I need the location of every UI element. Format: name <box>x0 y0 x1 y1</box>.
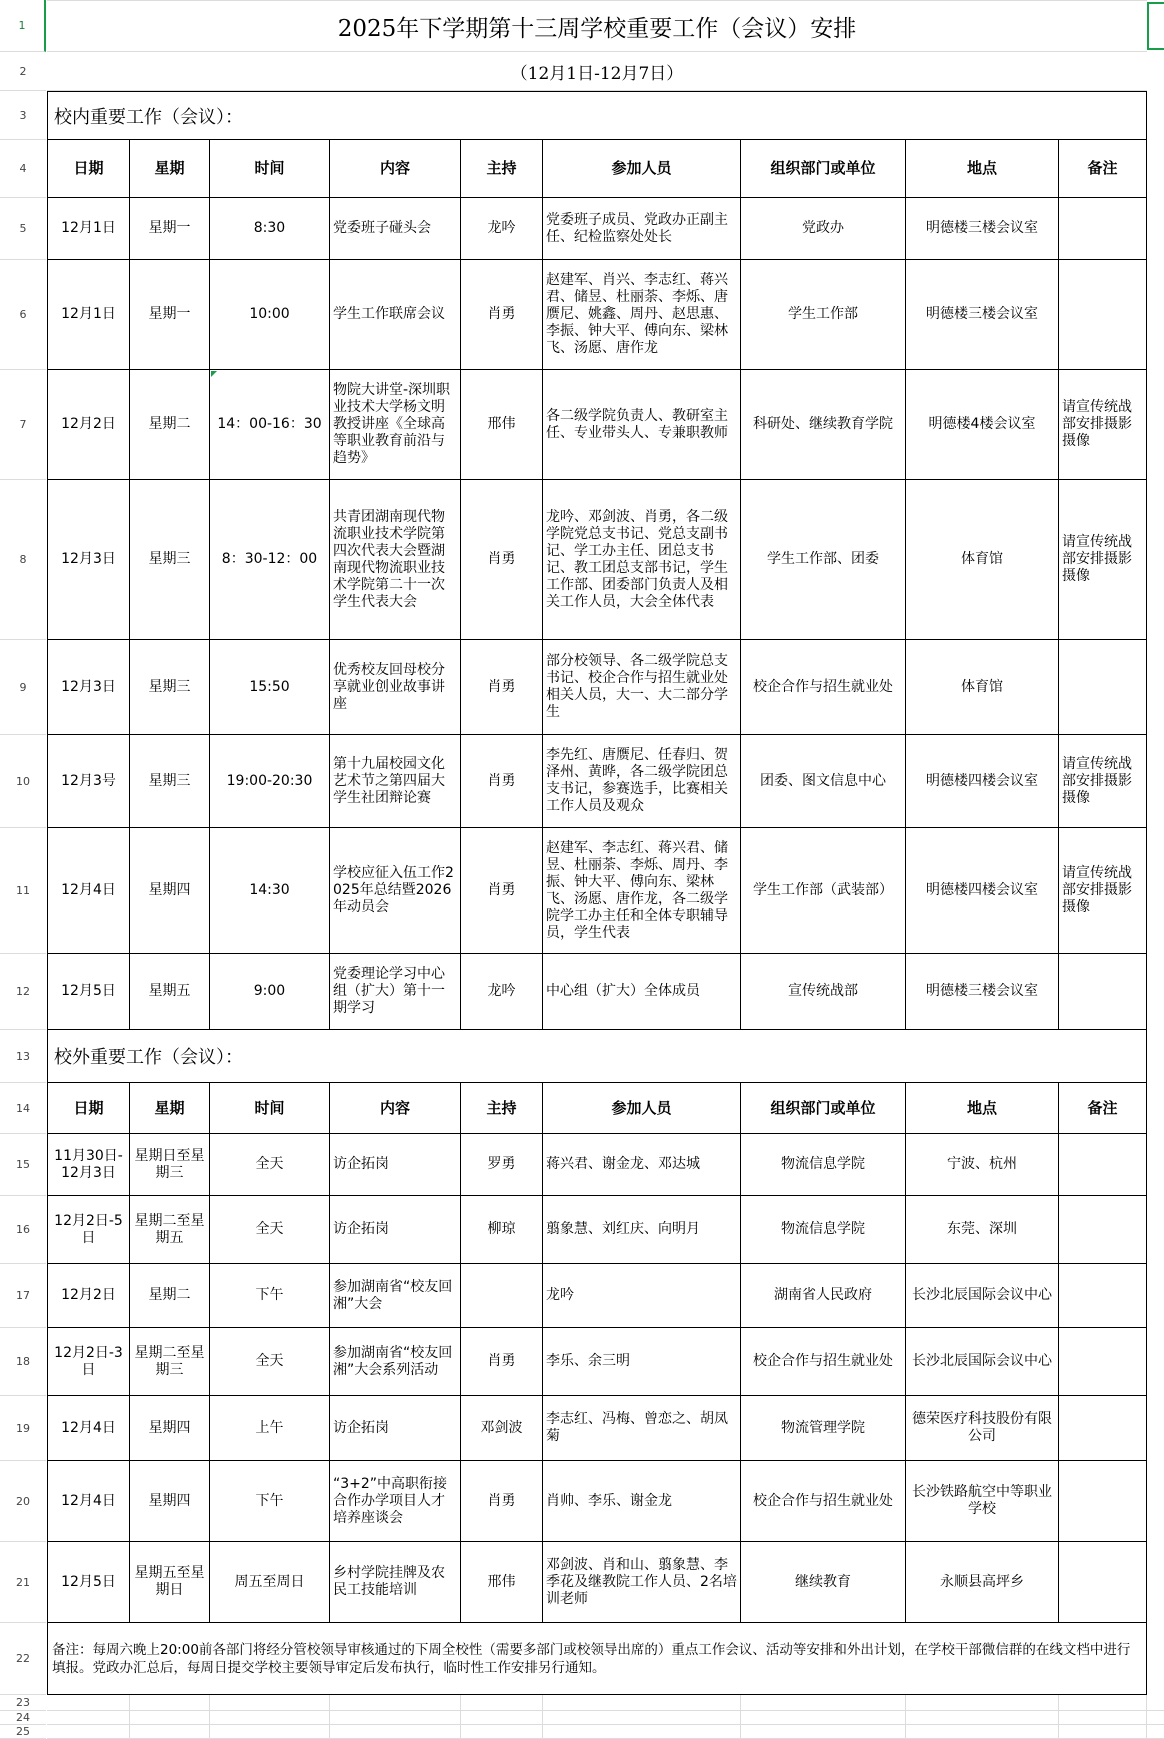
internal-header-7[interactable]: 地点 <box>906 140 1059 198</box>
external-cell[interactable]: 星期五至星期日 <box>130 1542 210 1623</box>
external-cell[interactable]: 12月2日 <box>47 1264 130 1328</box>
external-header-2[interactable]: 时间 <box>210 1083 330 1134</box>
internal-cell[interactable]: 星期五 <box>130 954 210 1030</box>
internal-cell[interactable]: 赵建军、肖兴、李志红、蒋兴君、储昱、杜丽荼、李烁、唐赝尼、姚鑫、周丹、赵思惠、李振、钟大平、傅向东、梁林飞、汤愿、唐作龙 <box>543 260 741 370</box>
footnote[interactable]: 备注：每周六晚上20:00前各部门将经分管校领导审核通过的下周全校性（需要多部门或校领导出席的）重点工作会议、活动等安排和外出计划，在学校干部微信群的在线文档中进行填报。党政办汇总后，每周日提交学校主要领导审定后发布执行，临时性工作安排另行通知。 <box>47 1623 1147 1695</box>
external-cell[interactable]: 校企合作与招生就业处 <box>741 1461 906 1542</box>
internal-cell[interactable]: 明德楼三楼会议室 <box>906 198 1059 260</box>
internal-cell[interactable]: 肖勇 <box>461 735 543 828</box>
internal-header-1[interactable]: 星期 <box>130 140 210 198</box>
external-cell[interactable]: 全天 <box>210 1196 330 1264</box>
row-number[interactable]: 11 <box>0 828 46 954</box>
internal-cell[interactable]: 肖勇 <box>461 480 543 640</box>
internal-cell[interactable]: 各二级学院负责人、教研室主任、专业带头人、专兼职教师 <box>543 370 741 480</box>
external-cell[interactable]: 长沙铁路航空中等职业学校 <box>906 1461 1059 1542</box>
internal-cell[interactable]: 龙吟 <box>461 198 543 260</box>
external-cell[interactable]: 上午 <box>210 1396 330 1461</box>
external-cell[interactable]: 星期四 <box>130 1461 210 1542</box>
external-cell[interactable]: 物流信息学院 <box>741 1134 906 1196</box>
internal-cell[interactable]: 星期三 <box>130 480 210 640</box>
external-cell[interactable]: 星期二至星期三 <box>130 1328 210 1396</box>
internal-cell[interactable]: 科研处、继续教育学院 <box>741 370 906 480</box>
external-cell[interactable]: 访企拓岗 <box>330 1196 461 1264</box>
external-cell[interactable]: 邓剑波、肖和山、翦象慧、李季花及继教院工作人员、2名培训老师 <box>543 1542 741 1623</box>
grid-line <box>47 1710 1164 1711</box>
external-cell[interactable]: 下午 <box>210 1461 330 1542</box>
grid-line <box>740 1695 741 1739</box>
internal-cell[interactable]: 10:00 <box>210 260 330 370</box>
comment-marker-icon[interactable] <box>211 371 217 377</box>
external-cell[interactable] <box>1059 1328 1147 1396</box>
internal-cell[interactable]: 8:30 <box>210 198 330 260</box>
row-number[interactable]: 16 <box>0 1196 46 1264</box>
external-header-6[interactable]: 组织部门或单位 <box>741 1083 906 1134</box>
internal-cell[interactable]: 赵建军、李志红、蒋兴君、储昱、杜丽荼、李烁、周丹、李振、钟大平、傅向东、梁林飞、汤愿、唐作龙，各二级学院学工办主任和全体专职辅导员，学生代表 <box>543 828 741 954</box>
internal-cell[interactable]: 请宣传统战部安排摄影摄像 <box>1059 370 1147 480</box>
external-header-3[interactable]: 内容 <box>330 1083 461 1134</box>
external-cell[interactable]: 李志红、冯梅、曾恋之、胡凤菊 <box>543 1396 741 1461</box>
external-cell[interactable] <box>1059 1461 1147 1542</box>
row-number[interactable]: 21 <box>0 1542 46 1623</box>
internal-cell[interactable]: 学生工作部 <box>741 260 906 370</box>
external-header-7[interactable]: 地点 <box>906 1083 1059 1134</box>
row-number[interactable]: 5 <box>0 198 46 260</box>
external-cell[interactable] <box>1059 1264 1147 1328</box>
external-cell[interactable]: 星期二至星期五 <box>130 1196 210 1264</box>
grid-line <box>1058 1695 1059 1739</box>
internal-cell[interactable]: 9:00 <box>210 954 330 1030</box>
internal-cell[interactable]: 14:30 <box>210 828 330 954</box>
row-number[interactable]: 19 <box>0 1396 46 1461</box>
external-cell[interactable]: 翦象慧、刘红庆、向明月 <box>543 1196 741 1264</box>
section-title-external[interactable]: 校外重要工作（会议）： <box>47 1030 1147 1083</box>
internal-cell[interactable]: 星期四 <box>130 828 210 954</box>
external-cell[interactable]: 宁波、杭州 <box>906 1134 1059 1196</box>
internal-cell[interactable]: 体育馆 <box>906 640 1059 735</box>
internal-header-3[interactable]: 内容 <box>330 140 461 198</box>
grid-line <box>905 1695 906 1739</box>
internal-cell[interactable]: 党委班子碰头会 <box>330 198 461 260</box>
internal-cell[interactable]: 星期一 <box>130 198 210 260</box>
external-cell[interactable]: 周五至周日 <box>210 1542 330 1623</box>
row-number[interactable]: 22 <box>0 1623 46 1695</box>
internal-cell[interactable]: 明德楼三楼会议室 <box>906 260 1059 370</box>
external-cell[interactable]: 物流管理学院 <box>741 1396 906 1461</box>
external-cell[interactable]: 邢伟 <box>461 1542 543 1623</box>
internal-cell[interactable]: 15:50 <box>210 640 330 735</box>
internal-cell[interactable]: 学生工作部、团委 <box>741 480 906 640</box>
internal-cell[interactable]: 星期二 <box>130 370 210 480</box>
internal-cell[interactable]: 龙吟、邓剑波、肖勇，各二级学院党总支书记、党总支副书记、学工办主任、团总支书记、教工团总支部书记，学生工作部、团委部门负责人及相关工作人员，大会全体代表 <box>543 480 741 640</box>
grid-line <box>542 1695 543 1739</box>
internal-cell[interactable]: 部分校领导、各二级学院总支书记、校企合作与招生就业处相关人员，大一、大二部分学生 <box>543 640 741 735</box>
internal-cell[interactable]: 12月1日 <box>47 198 130 260</box>
internal-cell[interactable]: 邢伟 <box>461 370 543 480</box>
internal-header-4[interactable]: 主持 <box>461 140 543 198</box>
page-title[interactable]: 2025年下学期第十三周学校重要工作（会议）安排 <box>47 0 1147 52</box>
grid-line <box>460 1695 461 1739</box>
internal-cell[interactable]: 明德楼三楼会议室 <box>906 954 1059 1030</box>
internal-header-8[interactable]: 备注 <box>1059 140 1147 198</box>
row-number[interactable]: 15 <box>0 1134 46 1196</box>
page-subtitle[interactable]: （12月1日-12月7日） <box>47 52 1147 91</box>
external-cell[interactable]: 参加湖南省“校友回湘”大会系列活动 <box>330 1328 461 1396</box>
grid-line <box>209 1695 210 1739</box>
internal-cell[interactable]: 党委班子成员、党政办正副主任、纪检监察处处长 <box>543 198 741 260</box>
row-number[interactable]: 14 <box>0 1083 46 1134</box>
external-cell[interactable]: 12月5日 <box>47 1542 130 1623</box>
external-cell[interactable]: 长沙北辰国际会议中心 <box>906 1328 1059 1396</box>
row-number[interactable]: 10 <box>0 735 46 828</box>
external-header-0[interactable]: 日期 <box>47 1083 130 1134</box>
external-cell[interactable]: 全天 <box>210 1134 330 1196</box>
external-header-4[interactable]: 主持 <box>461 1083 543 1134</box>
external-cell[interactable]: 蒋兴君、谢金龙、邓达城 <box>543 1134 741 1196</box>
internal-cell[interactable]: 学校应征入伍工作2025年总结暨2026年动员会 <box>330 828 461 954</box>
internal-cell[interactable]: 请宣传统战部安排摄影摄像 <box>1059 735 1147 828</box>
external-cell[interactable]: 校企合作与招生就业处 <box>741 1328 906 1396</box>
external-cell[interactable]: 星期日至星期三 <box>130 1134 210 1196</box>
grid-line <box>1146 1695 1147 1739</box>
row-number[interactable]: 3 <box>0 91 46 140</box>
external-cell[interactable]: 星期四 <box>130 1396 210 1461</box>
internal-cell[interactable] <box>1059 640 1147 735</box>
internal-cell[interactable]: 12月2日 <box>47 370 130 480</box>
external-cell[interactable]: 乡村学院挂牌及农民工技能培训 <box>330 1542 461 1623</box>
external-cell[interactable]: 访企拓岗 <box>330 1396 461 1461</box>
internal-cell[interactable]: 星期三 <box>130 735 210 828</box>
internal-cell[interactable]: 学生工作联席会议 <box>330 260 461 370</box>
external-cell[interactable]: 长沙北辰国际会议中心 <box>906 1264 1059 1328</box>
internal-cell[interactable]: 党政办 <box>741 198 906 260</box>
external-cell[interactable]: 访企拓岗 <box>330 1134 461 1196</box>
internal-cell[interactable] <box>1059 954 1147 1030</box>
external-cell[interactable]: 12月4日 <box>47 1461 130 1542</box>
internal-cell[interactable]: 学生工作部（武装部） <box>741 828 906 954</box>
external-cell[interactable]: 全天 <box>210 1328 330 1396</box>
row-number[interactable]: 23 <box>0 1695 46 1711</box>
internal-cell[interactable]: 肖勇 <box>461 640 543 735</box>
internal-cell[interactable]: 请宣传统战部安排摄影摄像 <box>1059 480 1147 640</box>
row-number[interactable]: 1 <box>0 0 46 52</box>
external-cell[interactable]: 东莞、深圳 <box>906 1196 1059 1264</box>
selected-cell-indicator <box>1147 2 1164 50</box>
internal-cell[interactable]: 优秀校友回母校分享就业创业故事讲座 <box>330 640 461 735</box>
internal-header-2[interactable]: 时间 <box>210 140 330 198</box>
external-cell[interactable]: 肖勇 <box>461 1328 543 1396</box>
row-number[interactable]: 2 <box>0 52 46 91</box>
row-number[interactable]: 24 <box>0 1711 46 1725</box>
external-cell[interactable] <box>1059 1196 1147 1264</box>
section-title-internal[interactable]: 校内重要工作（会议）： <box>47 91 1147 140</box>
row-number[interactable]: 25 <box>0 1725 46 1739</box>
internal-cell[interactable]: 共青团湖南现代物流职业技术学院第四次代表大会暨湖南现代物流职业技术学院第二十一次学生代表大会 <box>330 480 461 640</box>
external-cell[interactable]: 德荣医疗科技股份有限公司 <box>906 1396 1059 1461</box>
internal-cell[interactable] <box>1059 260 1147 370</box>
internal-cell[interactable]: 肖勇 <box>461 828 543 954</box>
row-number[interactable]: 8 <box>0 480 46 640</box>
internal-cell[interactable] <box>1059 198 1147 260</box>
internal-cell[interactable]: 请宣传统战部安排摄影摄像 <box>1059 828 1147 954</box>
external-cell[interactable]: 继续教育 <box>741 1542 906 1623</box>
row-number[interactable]: 7 <box>0 370 46 480</box>
internal-cell[interactable]: 第十九届校园文化艺术节之第四届大学生社团辩论赛 <box>330 735 461 828</box>
external-cell[interactable]: 永顺县高坪乡 <box>906 1542 1059 1623</box>
external-header-5[interactable]: 参加人员 <box>543 1083 741 1134</box>
grid-line <box>329 1695 330 1739</box>
external-cell[interactable]: 湖南省人民政府 <box>741 1264 906 1328</box>
internal-cell[interactable]: 明德楼4楼会议室 <box>906 370 1059 480</box>
external-cell[interactable] <box>461 1264 543 1328</box>
row-number[interactable]: 12 <box>0 954 46 1030</box>
external-cell[interactable]: 龙吟 <box>543 1264 741 1328</box>
internal-cell[interactable]: 龙吟 <box>461 954 543 1030</box>
external-cell[interactable]: 11月30日-12月3日 <box>47 1134 130 1196</box>
external-cell[interactable]: 肖帅、李乐、谢金龙 <box>543 1461 741 1542</box>
internal-cell[interactable]: 宣传统战部 <box>741 954 906 1030</box>
row-number[interactable]: 6 <box>0 260 46 370</box>
internal-cell[interactable]: 校企合作与招生就业处 <box>741 640 906 735</box>
internal-header-6[interactable]: 组织部门或单位 <box>741 140 906 198</box>
external-cell[interactable]: “3+2”中高职衔接合作办学项目人才培养座谈会 <box>330 1461 461 1542</box>
external-header-1[interactable]: 星期 <box>130 1083 210 1134</box>
internal-cell[interactable]: 14：00-16：30 <box>210 370 330 480</box>
external-header-8[interactable]: 备注 <box>1059 1083 1147 1134</box>
internal-cell[interactable]: 19:00-20:30 <box>210 735 330 828</box>
internal-cell[interactable]: 12月4日 <box>47 828 130 954</box>
row-number[interactable]: 17 <box>0 1264 46 1328</box>
internal-cell[interactable]: 中心组（扩大）全体成员 <box>543 954 741 1030</box>
row-number[interactable]: 18 <box>0 1328 46 1396</box>
internal-header-0[interactable]: 日期 <box>47 140 130 198</box>
external-cell[interactable] <box>1059 1134 1147 1196</box>
external-cell[interactable]: 12月2日-3日 <box>47 1328 130 1396</box>
external-cell[interactable] <box>1059 1396 1147 1461</box>
external-cell[interactable]: 12月4日 <box>47 1396 130 1461</box>
internal-cell[interactable]: 12月3日 <box>47 640 130 735</box>
external-cell[interactable]: 柳琼 <box>461 1196 543 1264</box>
internal-cell[interactable]: 星期三 <box>130 640 210 735</box>
external-cell[interactable]: 下午 <box>210 1264 330 1328</box>
internal-cell[interactable]: 肖勇 <box>461 260 543 370</box>
internal-cell[interactable]: 12月3日 <box>47 480 130 640</box>
internal-cell[interactable]: 12月5日 <box>47 954 130 1030</box>
external-cell[interactable]: 邓剑波 <box>461 1396 543 1461</box>
external-cell[interactable]: 肖勇 <box>461 1461 543 1542</box>
internal-cell[interactable]: 明德楼四楼会议室 <box>906 828 1059 954</box>
internal-cell[interactable]: 明德楼四楼会议室 <box>906 735 1059 828</box>
external-cell[interactable] <box>1059 1542 1147 1623</box>
internal-cell[interactable]: 12月1日 <box>47 260 130 370</box>
row-number[interactable]: 13 <box>0 1030 46 1083</box>
external-cell[interactable]: 星期二 <box>130 1264 210 1328</box>
internal-cell[interactable]: 团委、图文信息中心 <box>741 735 906 828</box>
internal-cell[interactable]: 物院大讲堂-深圳职业技术大学杨文明教授讲座《全球高等职业教育前沿与趋势》 <box>330 370 461 480</box>
row-number[interactable]: 9 <box>0 640 46 735</box>
internal-cell[interactable]: 星期一 <box>130 260 210 370</box>
internal-cell[interactable]: 体育馆 <box>906 480 1059 640</box>
grid-line <box>129 1695 130 1739</box>
internal-header-5[interactable]: 参加人员 <box>543 140 741 198</box>
external-cell[interactable]: 参加湖南省“校友回湘”大会 <box>330 1264 461 1328</box>
external-cell[interactable]: 罗勇 <box>461 1134 543 1196</box>
external-cell[interactable]: 物流信息学院 <box>741 1196 906 1264</box>
external-cell[interactable]: 李乐、余三明 <box>543 1328 741 1396</box>
grid-line <box>47 1724 1164 1725</box>
internal-cell[interactable]: 8：30-12：00 <box>210 480 330 640</box>
internal-cell[interactable]: 党委理论学习中心组（扩大）第十一期学习 <box>330 954 461 1030</box>
internal-cell[interactable]: 李先红、唐赝尼、任春归、贺泽州、黄晔，各二级学院团总支书记，参赛选手，比赛相关工作人员及观众 <box>543 735 741 828</box>
external-cell[interactable]: 12月2日-5日 <box>47 1196 130 1264</box>
row-number[interactable]: 20 <box>0 1461 46 1542</box>
internal-cell[interactable]: 12月3号 <box>47 735 130 828</box>
row-number[interactable]: 4 <box>0 140 46 198</box>
